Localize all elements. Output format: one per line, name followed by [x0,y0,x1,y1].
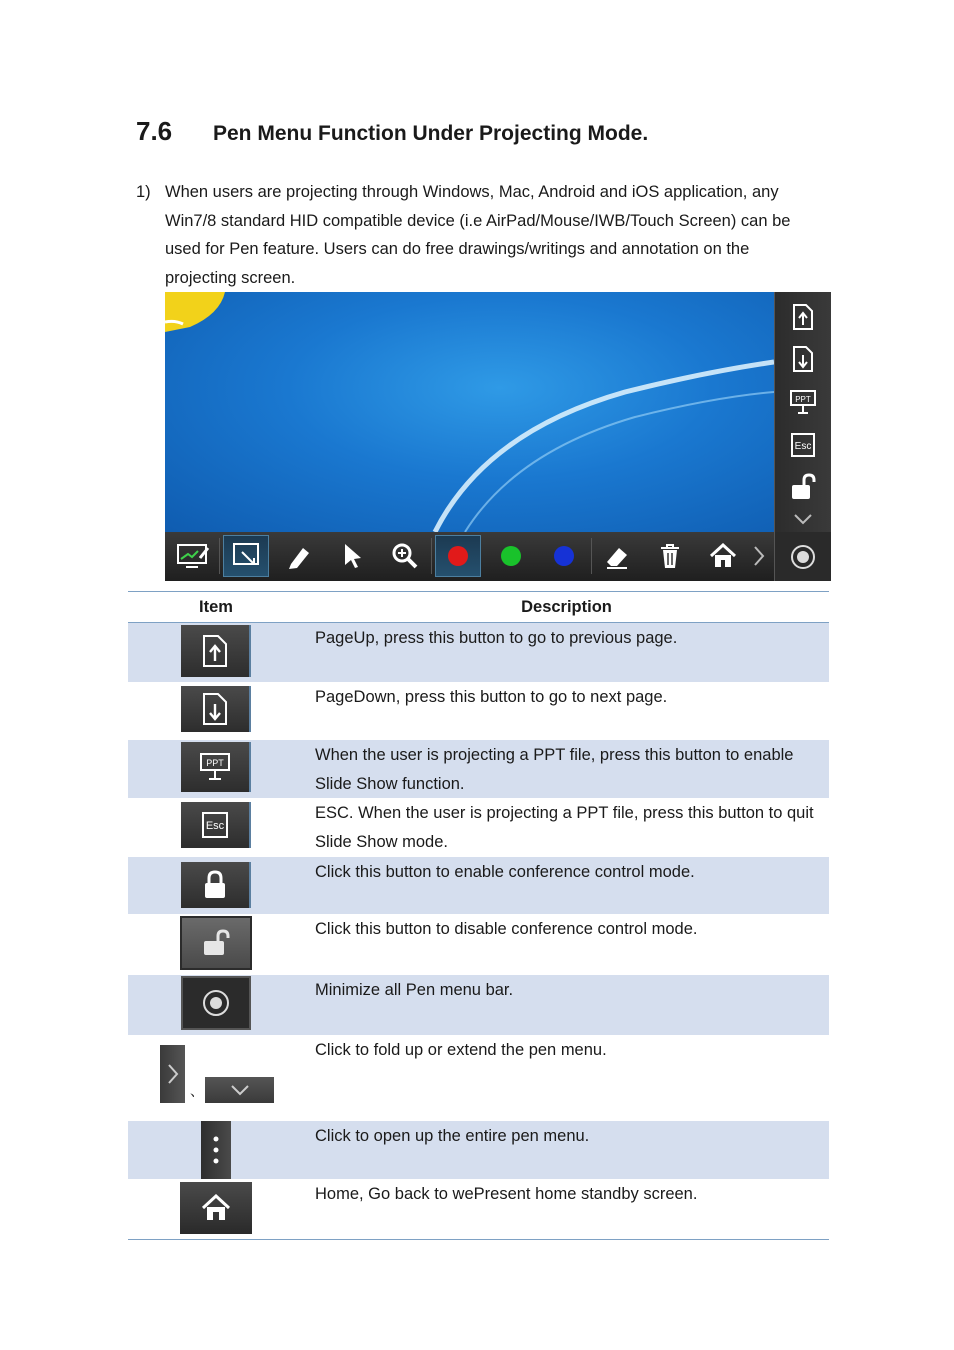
section-heading [136,116,648,147]
table-row [128,975,829,1035]
table-row [128,914,829,975]
esc-icon [790,432,816,458]
desktop-annotation-icon [176,542,210,570]
fold-right-button[interactable] [749,536,769,576]
chevron-right-icon [167,1063,179,1085]
fold-toggle-samples [128,1035,304,1121]
lock-button-sample [181,862,251,908]
ppt-icon [199,752,231,782]
list-marker: 1) [136,183,151,201]
ppt-button-sample [181,742,251,792]
minimize-icon [789,543,817,571]
page-up-icon [792,304,814,330]
zoom-button[interactable] [383,536,427,576]
desktop-wallpaper-art [165,292,774,532]
esc-icon-label: Esc [205,820,225,833]
blue-pen-icon [552,544,576,568]
description-cell: ESC. When the user is projecting a PPT file, press this button to quit Slide Show mode. [315,804,814,852]
unlock-button-sample [180,916,252,970]
ppt-icon-label: PPT [795,395,811,404]
home-button-sample [180,1182,252,1234]
table-row [128,857,829,914]
pointer-button[interactable] [331,536,375,576]
description-cell: Home, Go back to wePresent home standby screen. [304,1179,829,1240]
table-row [128,1121,829,1179]
page-up-button[interactable] [785,300,821,334]
item-cell [128,740,304,798]
pen-menu-items-table [128,591,829,1240]
section-title: Pen Menu Function Under Projecting Mode. [213,122,649,145]
item-cell [128,623,304,683]
fold-down-sample [205,1077,274,1103]
pointer-icon [341,542,365,570]
pen-icon [285,542,313,570]
trash-icon [658,542,682,570]
item-cell [128,914,304,975]
description-cell: Click this button to disable conference control mode. [315,919,698,938]
item-cell [128,1035,304,1121]
section-number: 7.6 [136,116,173,146]
side-toolbar [774,292,831,532]
chevron-down-icon [793,513,813,525]
ppt-icon [789,389,817,415]
lock-icon [202,870,228,900]
page-down-icon [202,693,228,725]
toolbar-separator [431,538,432,574]
toolbar-separator [219,538,220,574]
esc-button-sample [181,802,251,848]
eraser-button[interactable] [595,536,639,576]
page-down-button-sample [181,686,251,732]
item-cell [128,682,304,740]
page-down-icon [792,346,814,372]
item-cell [128,975,304,1035]
select-area-button[interactable] [223,535,269,577]
description-column-header: Description [304,592,829,623]
blue-pen-button[interactable] [542,536,586,576]
more-menu-icon [211,1135,221,1165]
description-cell: When the user is projecting a PPT file, press this button to enable Slide Show function. [304,740,829,798]
home-icon [709,543,737,569]
more-menu-sample [201,1121,231,1179]
item-cell [128,1121,304,1179]
icon-separator: 、 [190,1082,204,1099]
green-pen-icon [499,544,523,568]
minimize-button[interactable] [774,532,831,581]
table-header-row [128,592,829,623]
red-pen-icon [446,544,470,568]
desktop-annotation-button[interactable] [171,536,215,576]
description-cell: Click to open up the entire pen menu. [304,1121,829,1179]
item-cell [128,798,304,856]
chevron-down-icon [230,1084,250,1096]
esc-icon-label: Esc [794,441,812,452]
eraser-icon [603,542,631,570]
minimize-icon [201,988,231,1018]
intro-list-item [136,178,826,293]
unlock-icon [201,928,231,958]
description-cell: PageDown, press this button to go to next page. [315,688,668,706]
green-pen-button[interactable] [489,536,533,576]
table-row [128,1035,829,1121]
description-cell: Click this button to enable conference control mode. [304,857,829,914]
zoom-icon [391,542,419,570]
pen-menu-screenshot [165,292,831,581]
toolbar-separator [591,538,592,574]
table-row [128,1179,829,1240]
desktop-background [165,292,774,532]
description-cell: PageUp, press this button to go to previous page. [304,623,829,683]
fold-down-button[interactable] [785,508,821,530]
esc-button[interactable] [785,428,821,462]
home-button[interactable] [701,536,745,576]
table-row [128,623,829,683]
item-cell [128,857,304,914]
trash-button[interactable] [648,536,692,576]
item-cell [128,1179,304,1240]
table-row [128,798,829,856]
select-area-icon [232,542,260,570]
home-icon [201,1194,231,1222]
ppt-button[interactable] [785,385,821,419]
pen-button[interactable] [277,536,321,576]
page-up-button-sample [181,625,251,677]
red-pen-button[interactable] [435,535,481,577]
item-column-header: Item [128,592,304,623]
intro-text: When users are projecting through Windows, Mac, Android and iOS application, any Win7/8 standard HID compatible device (i.e AirPad/Mouse/IWB/Touch Screen) can be used for Pen feature. Users can do free drawings/writings and annotation on the projecting screen. [165,183,791,288]
esc-icon [201,811,229,839]
description-cell: Click to fold up or extend the pen menu. [315,1040,607,1059]
unlock-button[interactable] [785,470,821,504]
bottom-toolbar [165,532,831,581]
table-row [128,682,829,740]
description-cell: Minimize all Pen menu bar. [304,975,829,1035]
fold-right-sample [160,1045,185,1103]
unlock-icon [790,473,816,501]
chevron-right-icon [753,545,765,567]
page-down-button[interactable] [785,342,821,376]
minimize-button-sample [181,976,251,1030]
ppt-icon-label: PPT [206,758,224,768]
table-row [128,740,829,798]
page-up-icon [202,635,228,667]
